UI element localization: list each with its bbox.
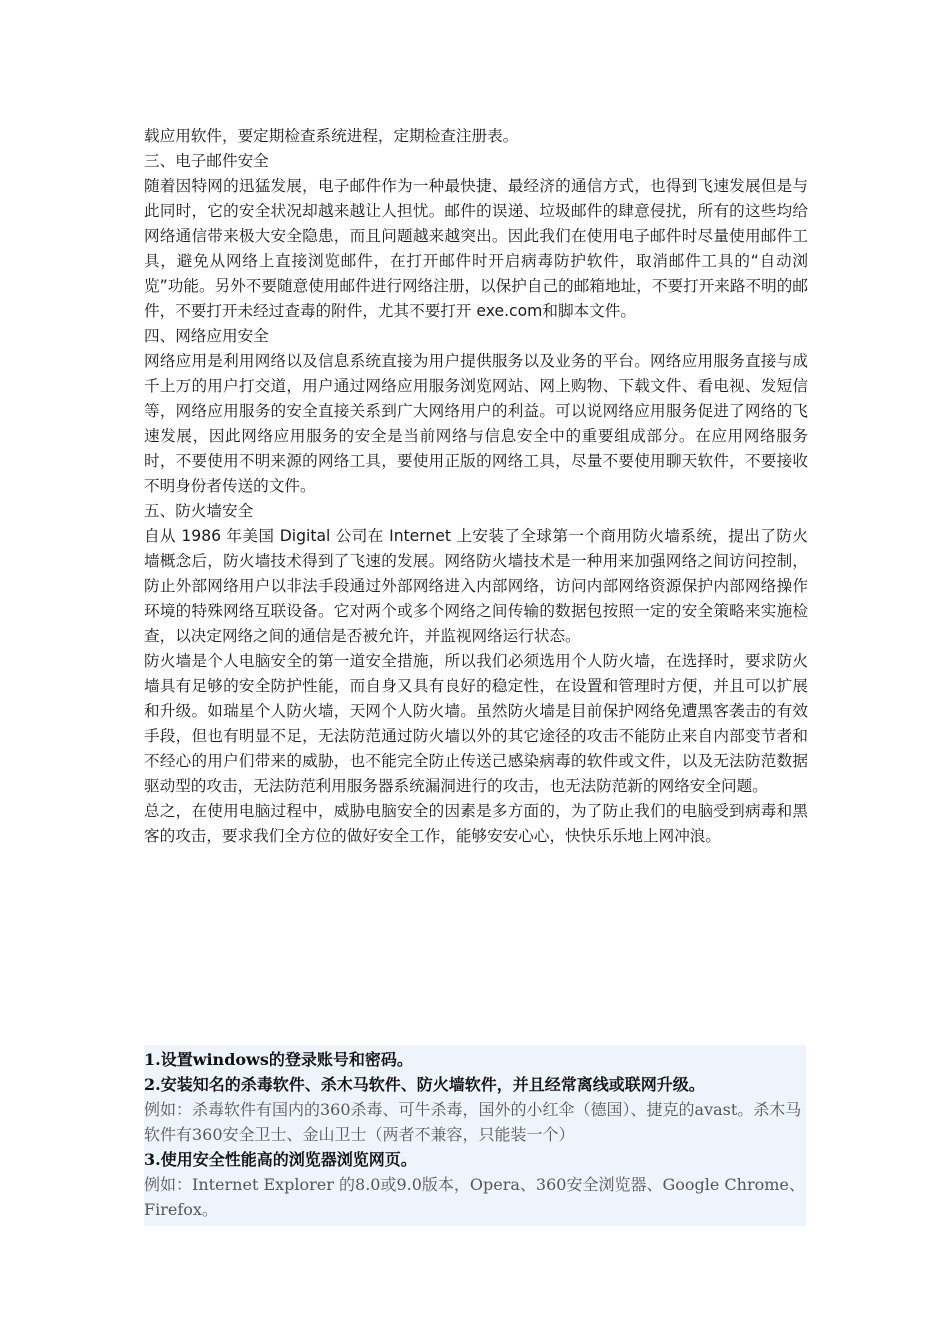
tip-item-1: 1.设置windows的登录账号和密码。 xyxy=(144,1050,413,1069)
tip-item-2-example: 例如：杀毒软件有国内的360杀毒、可牛杀毒，国外的小红伞（德国）、捷克的avast。杀木马软件有360安全卫士、金山卫士（两者不兼容，只能装一个） xyxy=(144,1100,802,1144)
section-heading-firewall-security: 五、防火墙安全 xyxy=(144,502,254,520)
section-heading-network-application-security: 四、网络应用安全 xyxy=(144,327,269,345)
tip-item-3-example: 例如：Internet Explorer 的8.0或9.0版本，Opera、360安全浏览器、Google Chrome、Firefox。 xyxy=(144,1175,805,1219)
section-heading-email-security: 三、电子邮件安全 xyxy=(144,152,269,170)
paragraph-intro-fragment: 载应用软件，要定期检查系统进程，定期检查注册表。 xyxy=(144,127,519,145)
security-tips-box xyxy=(144,1045,806,1226)
tip-item-3: 3.使用安全性能高的浏览器浏览网页。 xyxy=(144,1150,417,1169)
paragraph-conclusion: 总之，在使用电脑过程中，威胁电脑安全的因素是多方面的，为了防止我们的电脑受到病毒和黑客的攻击，要求我们全方位的做好安全工作，能够安安心心，快快乐乐地上网冲浪。 xyxy=(144,802,808,845)
paragraph-firewall-history: 自从 1986 年美国 Digital 公司在 Internet 上安装了全球第一个商用防火墙系统，提出了防火墙概念后，防火墙技术得到了飞速的发展。网络防火墙技术是一种用来加强网络之间访问控制，防止外部网络用户以非法手段通过外部网络进入内部网络，访问内部网络资源保护内部网络操作环境的特殊网络互联设备。它对两个或多个网络之间传输的数据包按照一定的安全策略来实施检查，以决定网络之间的通信是否被允许，并监视网络运行状态。 xyxy=(144,527,808,645)
paragraph-personal-firewall: 防火墙是个人电脑安全的第一道安全措施，所以我们必须选用个人防火墙，在选择时，要求防火墙具有足够的安全防护性能，而自身又具有良好的稳定性，在设置和管理时方便，并且可以扩展和升级。如瑞星个人防火墙，天网个人防火墙。虽然防火墙是目前保护网络免遭黑客袭击的有效手段，但也有明显不足，无法防范通过防火墙以外的其它途径的攻击不能防止来自内部变节者和不经心的用户们带来的威胁，也不能完全防止传送己感染病毒的软件或文件，以及无法防范数据驱动型的攻击，无法防范利用服务器系统漏洞进行的攻击，也无法防范新的网络安全问题。 xyxy=(144,652,808,795)
paragraph-network-application-security: 网络应用是利用网络以及信息系统直接为用户提供服务以及业务的平台。网络应用服务直接与成千上万的用户打交道，用户通过网络应用服务浏览网站、网上购物、下载文件、看电视、发短信等，网络应用服务的安全直接关系到广大网络用户的利益。可以说网络应用服务促进了网络的飞速发展，因此网络应用服务的安全是当前网络与信息安全中的重要组成部分。在应用网络服务时，不要使用不明来源的网络工具，要使用正版的网络工具，尽量不要使用聊天软件，不要接收不明身份者传送的文件。 xyxy=(144,352,808,495)
tip-item-2: 2.安装知名的杀毒软件、杀木马软件、防火墙软件，并且经常离线或联网升级。 xyxy=(144,1075,705,1094)
paragraph-email-security: 随着因特网的迅猛发展，电子邮件作为一种最快捷、最经济的通信方式，也得到飞速发展但是与此同时，它的安全状况却越来越让人担忧。邮件的误递、垃圾邮件的肆意侵扰，所有的这些均给网络通信带来极大安全隐患，而且问题越来越突出。因此我们在使用电子邮件时尽量使用邮件工具，避免从网络上直接浏览邮件，在打开邮件时开启病毒防护软件，取消邮件工具的“自动浏览”功能。另外不要随意使用邮件进行网络注册，以保护自己的邮箱地址，不要打开来路不明的邮件，不要打开未经过查毒的附件，尤其不要打开 exe.com和脚本文件。 xyxy=(144,177,808,320)
article-body xyxy=(144,124,808,849)
